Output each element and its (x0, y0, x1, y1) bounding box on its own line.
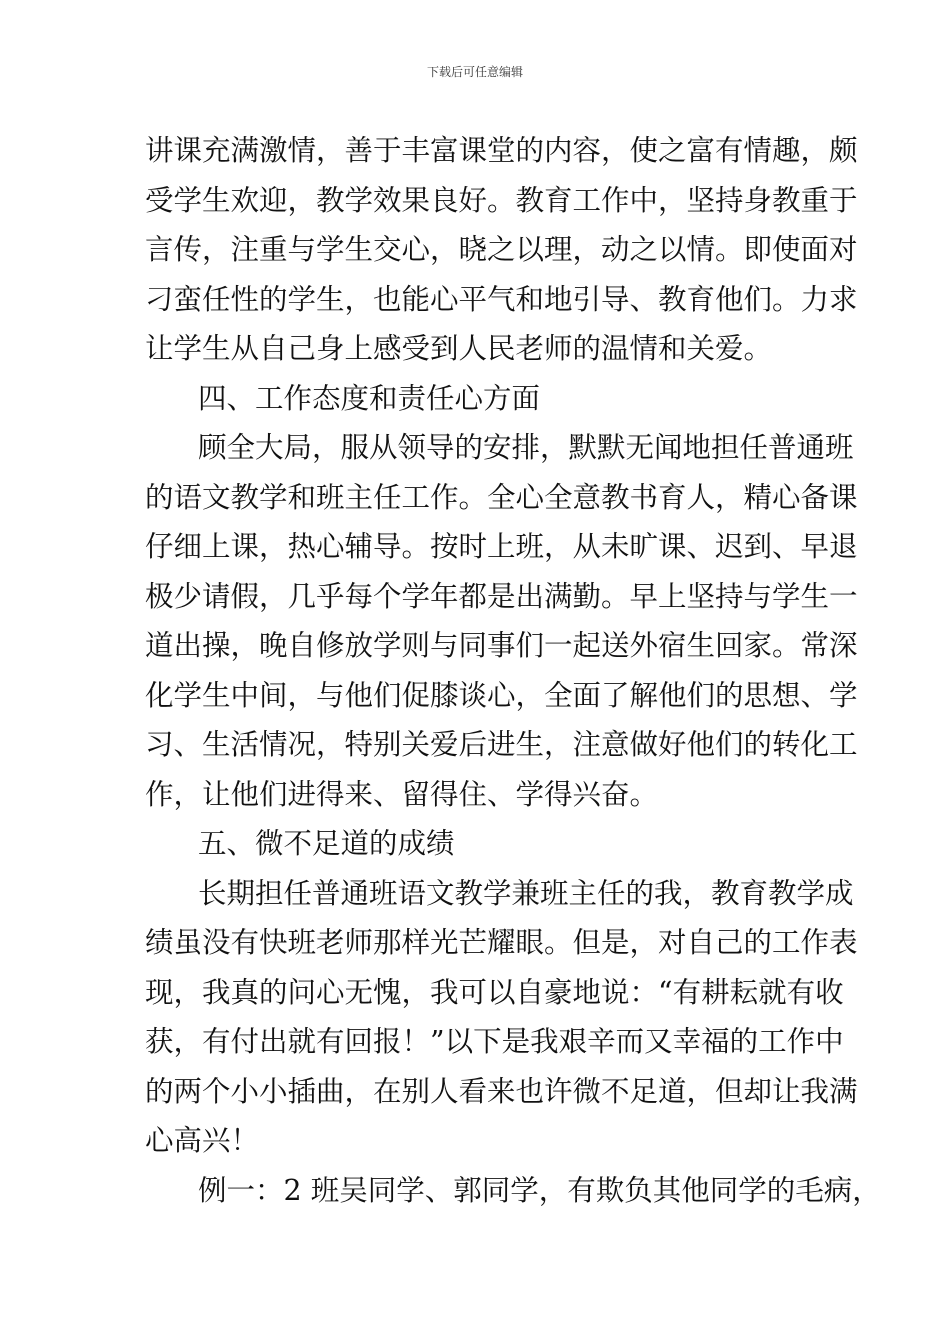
text-line: 化学生中间，与他们促膝谈心，全面了解他们的思想、学 (145, 678, 858, 712)
text-line: 言传，注重与学生交心，晓之以理，动之以情。即使面对 (145, 233, 858, 266)
text-line: 道出操，晚自修放学则与同事们一起送外宿生回家。常深 (145, 629, 858, 662)
text-line: 习、生活情况，特别关爱后进生，注意做好他们的转化工 (145, 728, 858, 761)
text-line: 极少请假，几乎每个学年都是出满勤。早上坚持与学生一 (145, 579, 858, 613)
text-line: 获，有付出就有回报！”以下是我艰辛而又幸福的工作中 (145, 1025, 844, 1058)
text-line: 心高兴！ (145, 1124, 260, 1157)
page-header: 下载后可任意编辑 (426, 65, 523, 79)
text-line: 四、工作态度和责任心方面 (198, 381, 541, 415)
text-line: 例一：2 班吴同学、郭同学，有欺负其他同学的毛病， (198, 1173, 881, 1207)
text-line: 现，我真的问心无愧，我可以自豪地说：“有耕耘就有收 (145, 975, 844, 1009)
text-line: 顾全大局，服从领导的安排，默默无闻地担任普通班 (198, 431, 854, 464)
text-line: 仔细上课，热心辅导。按时上班，从未旷课、迟到、早退 (145, 530, 858, 563)
text-line: 受学生欢迎，教学效果良好。教育工作中，坚持身教重于 (145, 183, 858, 217)
text-line: 五、微不足道的成绩 (198, 827, 455, 860)
text-line: 绩虽没有快班老师那样光芒耀眼。但是，对自己的工作表 (145, 926, 858, 959)
text-line: 让学生从自己身上感受到人民老师的温情和关爱。 (145, 332, 773, 365)
document-body (145, 126, 881, 1215)
text-line: 的两个小小插曲，在别人看来也许微不足道，但却让我满 (145, 1074, 858, 1108)
text-line: 长期担任普通班语文教学兼班主任的我，教育教学成 (198, 876, 854, 910)
text-line: 作，让他们进得来、留得住、学得兴奋。 (145, 777, 659, 811)
text-line: 刁蛮任性的学生，也能心平气和地引导、教育他们。力求 (145, 282, 858, 316)
text-line: 讲课充满激情，善于丰富课堂的内容，使之富有情趣，颇 (145, 134, 858, 167)
text-line: 的语文教学和班主任工作。全心全意教书育人，精心备课 (145, 480, 858, 514)
